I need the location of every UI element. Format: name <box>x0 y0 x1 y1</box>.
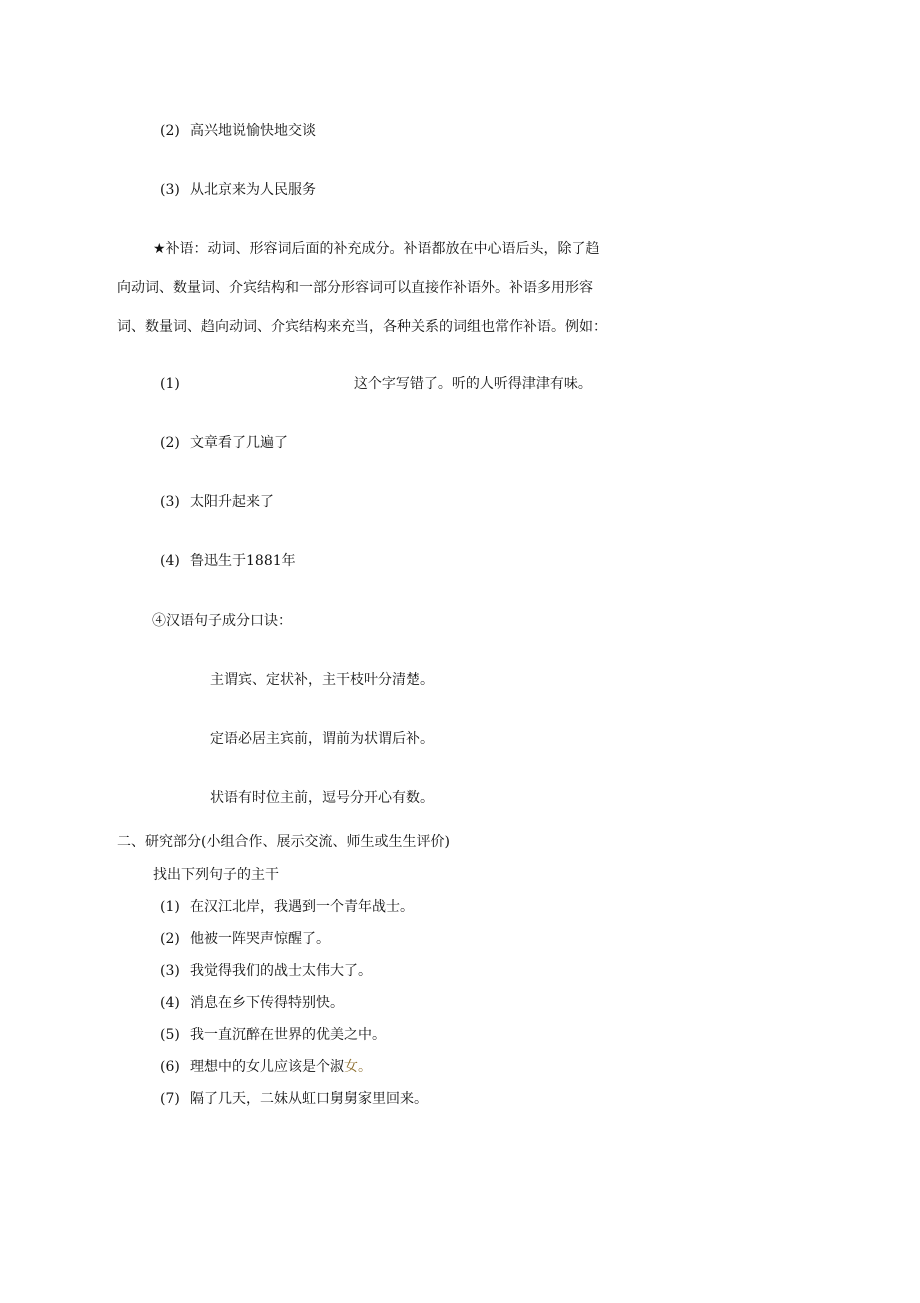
item-text: 这个字写错了。听的人听得津津有味。 <box>353 376 592 392</box>
item-number: (1) <box>160 899 180 915</box>
item-text: 我一直沉醉在世界的优美之中。 <box>190 1027 386 1043</box>
item-text: 从北京来为人民服务 <box>190 182 316 198</box>
list-item <box>160 994 344 1012</box>
mnemonic-line: 定语必居主宾前，谓前为状谓后补。 <box>210 731 434 747</box>
list-item <box>160 552 296 570</box>
paragraph-line: 向动词、数量词、介宾结构和一部分形容词可以直接作补语外。补语多用形容 <box>117 280 593 296</box>
item-text: 消息在乡下传得特别快。 <box>190 995 344 1011</box>
task-instruction: 找出下列句子的主干 <box>153 867 279 883</box>
item-text: 我觉得我们的战士太伟大了。 <box>190 963 372 979</box>
list-item <box>160 962 372 980</box>
list-item <box>160 898 414 916</box>
item-text: 他被一阵哭声惊醒了。 <box>190 931 330 947</box>
item-number: (2) <box>160 435 180 451</box>
item-text: 文章看了几遍了 <box>190 435 288 451</box>
item-text-accent: 女。 <box>344 1059 372 1075</box>
list-item <box>160 1090 428 1108</box>
item-number: (3) <box>160 494 180 510</box>
item-text: 在汉江北岸，我遇到一个青年战士。 <box>190 899 414 915</box>
list-item <box>160 493 274 511</box>
paragraph-line <box>153 240 600 258</box>
mnemonic-title: ④汉语句子成分口诀： <box>152 613 292 629</box>
item-number: (3) <box>160 182 180 198</box>
mnemonic-line: 状语有时位主前，逗号分开心有数。 <box>210 790 434 806</box>
item-text: 太阳升起来了 <box>190 494 274 510</box>
list-item <box>160 1058 372 1076</box>
item-number: (2) <box>160 931 180 947</box>
list-item <box>160 1026 386 1044</box>
item-number: (4) <box>160 995 180 1011</box>
star-icon: ★ <box>153 241 166 257</box>
item-text: 鲁迅生于1881年 <box>190 553 296 569</box>
item-text: 理想中的女儿应该是个淑 <box>190 1059 344 1075</box>
list-item <box>160 181 316 199</box>
item-text: 高兴地说愉快地交谈 <box>190 123 316 139</box>
item-number: (3) <box>160 963 180 979</box>
item-number: (6) <box>160 1059 180 1075</box>
list-item <box>160 930 330 948</box>
mnemonic-line: 主谓宾、定状补，主干枝叶分清楚。 <box>210 672 434 688</box>
list-item <box>160 122 316 140</box>
item-text: 隔了几天，二妹从虹口舅舅家里回来。 <box>190 1091 428 1107</box>
item-number: (2) <box>160 123 180 139</box>
list-item <box>160 375 592 393</box>
paragraph-text: 补语：动词、形容词后面的补充成分。补语都放在中心语后头，除了趋 <box>165 241 600 257</box>
item-number: (7) <box>160 1091 180 1107</box>
item-number: (1) <box>160 376 180 392</box>
item-number: (5) <box>160 1027 180 1043</box>
item-number: (4) <box>160 553 180 569</box>
paragraph-line: 词、数量词、趋向动词、介宾结构来充当，各种关系的词组也常作补语。例如： <box>117 319 607 335</box>
list-item <box>160 434 288 452</box>
section-heading: 二、研究部分(小组合作、展示交流、师生或生生评价) <box>117 834 450 850</box>
